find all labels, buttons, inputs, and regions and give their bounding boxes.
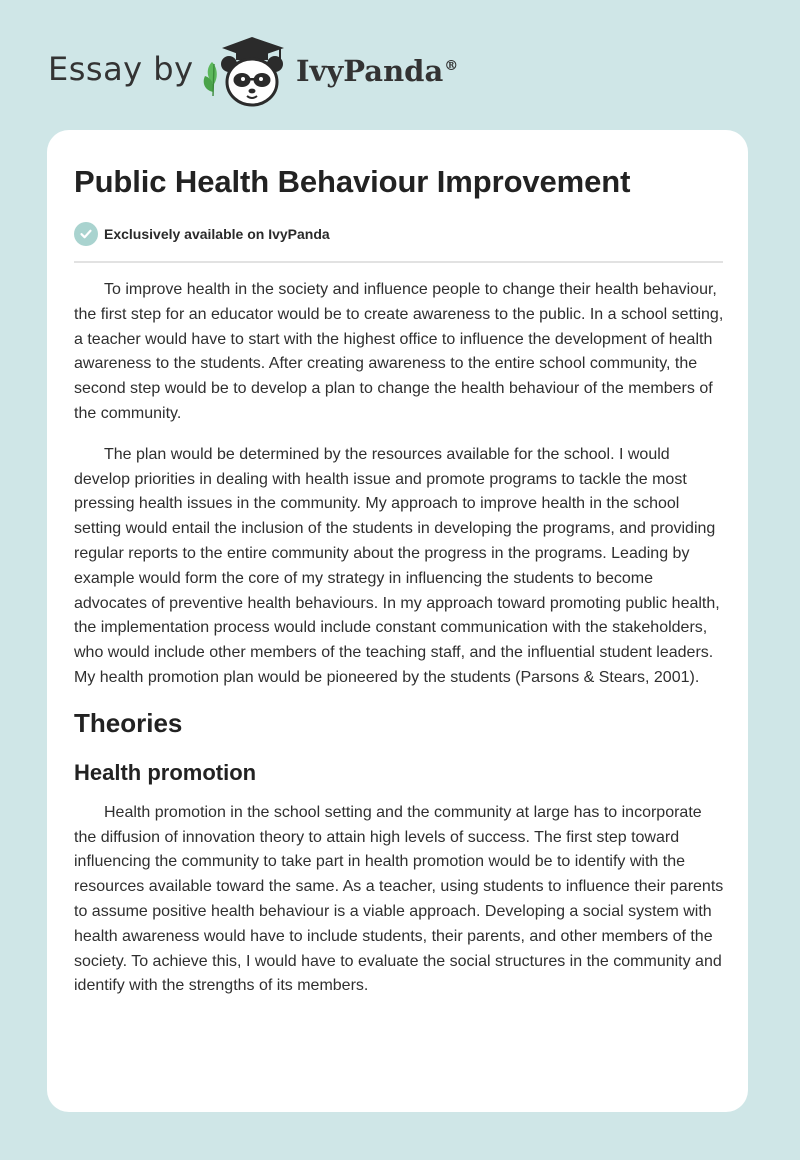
divider <box>74 261 723 263</box>
essay-card <box>47 130 748 1112</box>
site-header <box>0 0 800 130</box>
exclusive-label: Exclusively available on IvyPanda <box>104 226 330 242</box>
essay-body <box>74 278 726 1015</box>
subsection-heading: Health promotion <box>74 759 257 785</box>
check-icon <box>74 222 98 246</box>
paragraph: Health promotion in the school setting and the community at large has to incorporate the diffusion of innovation theory to attain high levels of success. The first step toward influencing the community to take part in health promotion would be to identify with the resources available toward the same. As a teacher, using students to influence their parents to assume positive health behaviour is a viable approach. Developing a social system with health awareness would have to include students, their parents, and other members of the society. To achieve this, I would have to evaluate the social structures in the community and identify with the strengths of its members. <box>74 803 724 995</box>
paragraph: The plan would be determined by the resources available for the school. I would develop priorities in dealing with health issue and promote programs to tackle the most pressing health issues in the community. My approach to improve health in the school setting would entail the inclusion of the students in developing the programs, and providing regular reports to the entire community about the progress in the programs. Leading by example would form the core of my strategy in influencing the students to become advocates of preventive health behaviours. In my approach toward promoting public health, the implementation process would include constant communication with the stakeholders, who would include other members of the teaching staff, and the influential student leaders. My health promotion plan would be pioneered by the students (Parsons & Stears, 2001). <box>74 445 720 686</box>
brand-prefix: Essay by <box>48 50 194 88</box>
section-heading: Theories <box>74 707 183 738</box>
exclusive-badge <box>74 222 330 246</box>
registered-mark: ® <box>444 58 459 75</box>
page-title: Public Health Behaviour Improvement <box>74 164 631 199</box>
leaf-icon <box>204 62 217 96</box>
paragraph: To improve health in the society and influence people to change their health behaviour, the first step for an educator would be to create awareness to the public. In a school setting, a teacher would have to start with the highest office to influence the development of health awareness to the students. After creating awareness to the entire school community, the second step would be to develop a plan to change the health behaviour of the members of the community. <box>74 281 724 422</box>
brand-name: IvyPanda® <box>296 54 459 88</box>
panda-graduate-icon <box>202 34 292 114</box>
